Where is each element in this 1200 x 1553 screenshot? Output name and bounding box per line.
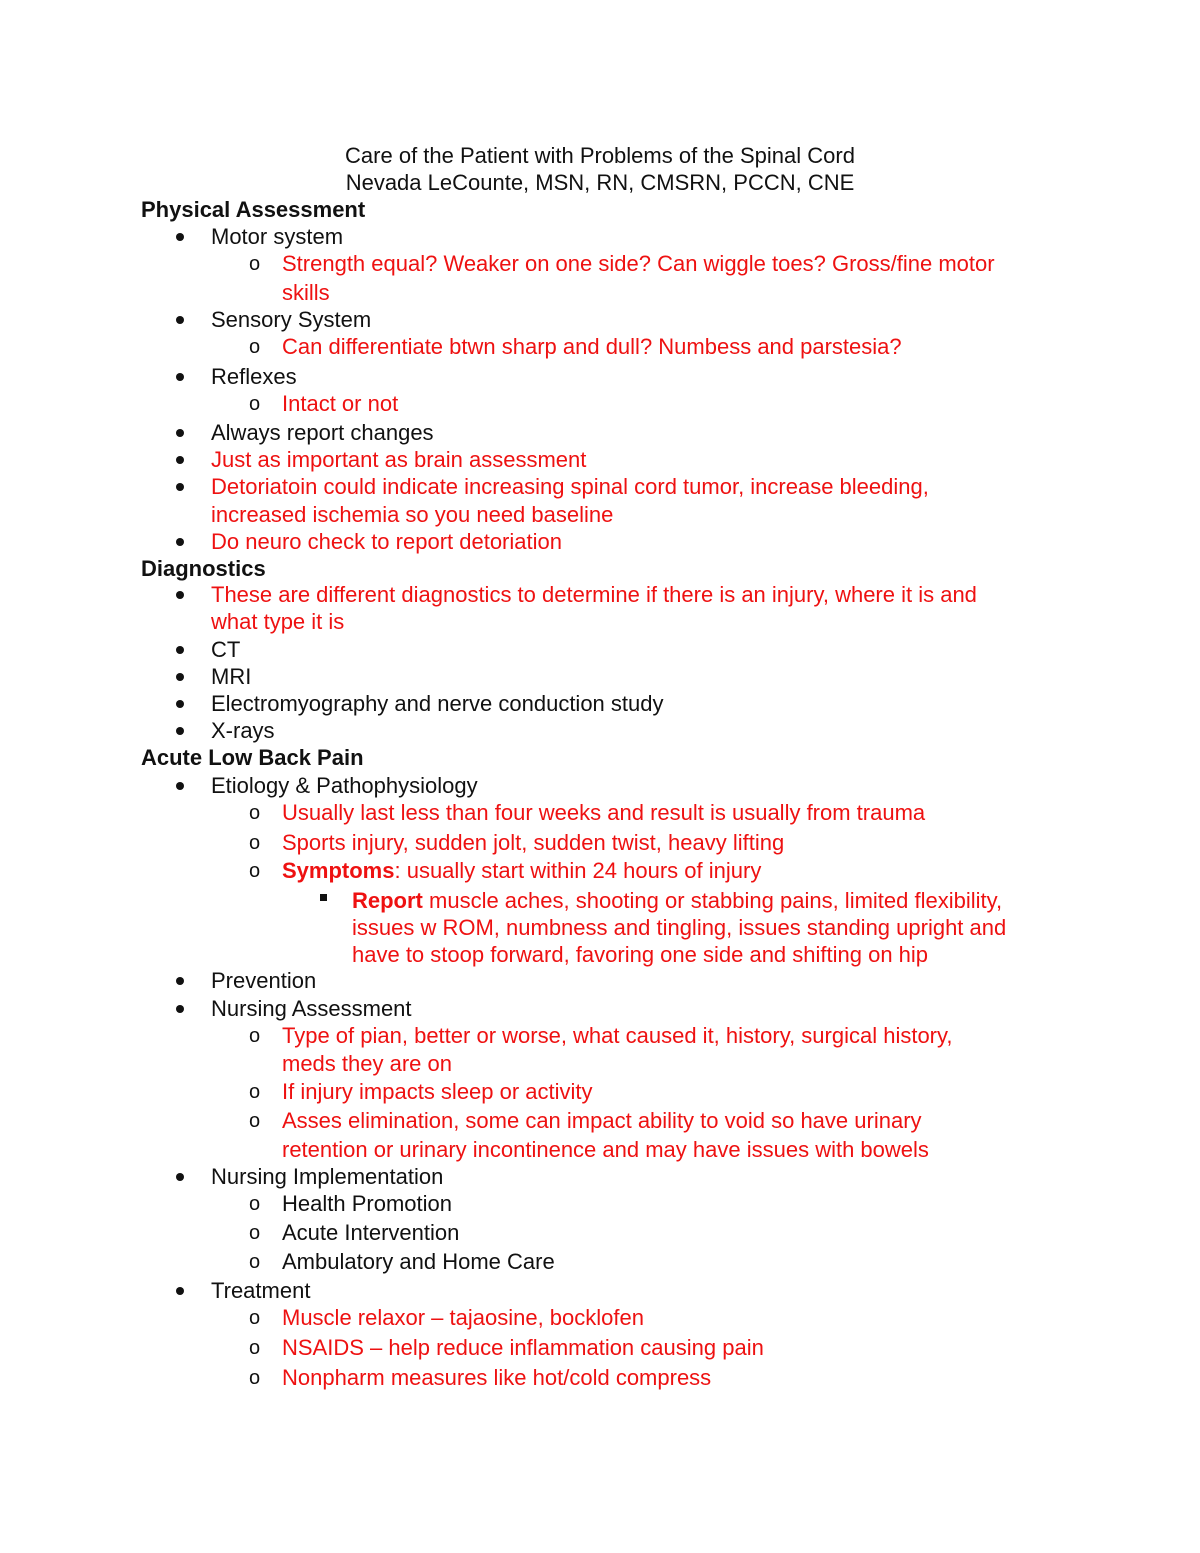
circle-bullet-icon: o bbox=[249, 1307, 261, 1329]
circle-bullet-icon: o bbox=[249, 253, 261, 275]
list-item-prevention: Prevention bbox=[211, 968, 317, 993]
list-item-sensory-system: Sensory System bbox=[211, 307, 372, 332]
list-item-always-report: Always report changes bbox=[211, 420, 434, 445]
bullet-icon bbox=[176, 1005, 184, 1013]
note-report bbox=[352, 887, 1002, 915]
note-sensory: Can differentiate btwn sharp and dull? Numbess and parstesia? bbox=[282, 334, 902, 359]
note-treatment-muscle-relaxor: Muscle relaxor – tajaosine, bocklofen bbox=[282, 1305, 644, 1330]
list-item-mri: MRI bbox=[211, 664, 252, 689]
list-item-ambulatory-home-care: Ambulatory and Home Care bbox=[282, 1249, 555, 1274]
report-label: Report bbox=[352, 888, 423, 913]
document-title: Care of the Patient with Problems of the Spinal Cord bbox=[345, 143, 855, 168]
section-heading-acute-low-back-pain: Acute Low Back Pain bbox=[141, 745, 364, 770]
bullet-icon bbox=[176, 700, 184, 708]
list-item-deterioration: Detoriatoin could indicate increasing spinal cord tumor, increase bleeding, bbox=[211, 474, 929, 499]
note-motor-cont: skills bbox=[282, 280, 330, 305]
bullet-icon bbox=[176, 233, 184, 241]
circle-bullet-icon: o bbox=[249, 1081, 261, 1103]
note-treatment-nsaids: NSAIDS – help reduce inflammation causing pain bbox=[282, 1335, 764, 1360]
circle-bullet-icon: o bbox=[249, 1025, 261, 1047]
bullet-icon bbox=[176, 316, 184, 324]
list-item-diagnostics-intro: These are different diagnostics to determine if there is an injury, where it is and bbox=[211, 582, 977, 607]
list-item-important: Just as important as brain assessment bbox=[211, 447, 587, 472]
section-heading-physical-assessment: Physical Assessment bbox=[141, 197, 366, 222]
list-item-etiology: Etiology & Pathophysiology bbox=[211, 773, 478, 798]
symptoms-text: : usually start within 24 hours of injury bbox=[394, 858, 762, 883]
list-item-diagnostics-intro-cont: what type it is bbox=[211, 609, 345, 634]
bullet-icon bbox=[176, 538, 184, 546]
circle-bullet-icon: o bbox=[249, 860, 261, 882]
bullet-icon bbox=[176, 591, 184, 599]
note-report-cont-1: issues w ROM, numbness and tingling, issues standing upright and bbox=[352, 915, 1007, 940]
circle-bullet-icon: o bbox=[249, 1222, 261, 1244]
bullet-icon bbox=[176, 977, 184, 985]
bullet-icon bbox=[176, 1173, 184, 1181]
list-item-emg: Electromyography and nerve conduction study bbox=[211, 691, 664, 716]
bullet-icon bbox=[176, 646, 184, 654]
note-symptoms bbox=[282, 857, 761, 885]
symptoms-label: Symptoms bbox=[282, 858, 395, 883]
circle-bullet-icon: o bbox=[249, 1251, 261, 1273]
list-item-nursing-assessment: Nursing Assessment bbox=[211, 996, 412, 1021]
circle-bullet-icon: o bbox=[249, 1337, 261, 1359]
note-assessment-elimination-cont: retention or urinary incontinence and may have issues with bowels bbox=[282, 1137, 929, 1162]
bullet-icon bbox=[176, 483, 184, 491]
bullet-icon bbox=[176, 727, 184, 735]
bullet-icon bbox=[176, 1287, 184, 1295]
list-item-health-promotion: Health Promotion bbox=[282, 1191, 452, 1216]
note-etiology-duration: Usually last less than four weeks and result is usually from trauma bbox=[282, 800, 926, 825]
section-heading-diagnostics: Diagnostics bbox=[141, 556, 266, 581]
bullet-icon bbox=[176, 673, 184, 681]
bullet-icon bbox=[176, 429, 184, 437]
note-report-cont-2: have to stoop forward, favoring one side and shifting on hip bbox=[352, 942, 929, 967]
note-etiology-causes: Sports injury, sudden jolt, sudden twist, heavy lifting bbox=[282, 830, 785, 855]
list-item-ct: CT bbox=[211, 637, 241, 662]
circle-bullet-icon: o bbox=[249, 1193, 261, 1215]
note-assessment-elimination: Asses elimination, some can impact ability to void so have urinary bbox=[282, 1108, 922, 1133]
list-item-xrays: X-rays bbox=[211, 718, 275, 743]
bullet-icon bbox=[176, 373, 184, 381]
list-item-motor-system: Motor system bbox=[211, 224, 344, 249]
note-motor: Strength equal? Weaker on one side? Can wiggle toes? Gross/fine motor bbox=[282, 251, 995, 276]
bullet-icon bbox=[176, 456, 184, 464]
circle-bullet-icon: o bbox=[249, 802, 261, 824]
circle-bullet-icon: o bbox=[249, 832, 261, 854]
list-item-neuro-check: Do neuro check to report detoriation bbox=[211, 529, 562, 554]
list-item-acute-intervention: Acute Intervention bbox=[282, 1220, 460, 1245]
note-treatment-nonpharm: Nonpharm measures like hot/cold compress bbox=[282, 1365, 712, 1390]
circle-bullet-icon: o bbox=[249, 1367, 261, 1389]
note-assessment-pain: Type of pian, better or worse, what caused it, history, surgical history, bbox=[282, 1023, 953, 1048]
circle-bullet-icon: o bbox=[249, 1110, 261, 1132]
note-assessment-pain-cont: meds they are on bbox=[282, 1051, 452, 1076]
list-item-deterioration-cont: increased ischemia so you need baseline bbox=[211, 502, 614, 527]
note-reflexes: Intact or not bbox=[282, 391, 399, 416]
document-author: Nevada LeCounte, MSN, RN, CMSRN, PCCN, CNE bbox=[345, 170, 855, 195]
note-assessment-sleep: If injury impacts sleep or activity bbox=[282, 1079, 593, 1104]
list-item-treatment: Treatment bbox=[211, 1278, 311, 1303]
report-text: muscle aches, shooting or stabbing pains, limited flexibility, bbox=[422, 888, 1003, 913]
list-item-nursing-implementation: Nursing Implementation bbox=[211, 1164, 444, 1189]
circle-bullet-icon: o bbox=[249, 393, 261, 415]
circle-bullet-icon: o bbox=[249, 336, 261, 358]
bullet-icon bbox=[176, 782, 184, 790]
square-bullet-icon bbox=[320, 894, 327, 901]
list-item-reflexes: Reflexes bbox=[211, 364, 297, 389]
